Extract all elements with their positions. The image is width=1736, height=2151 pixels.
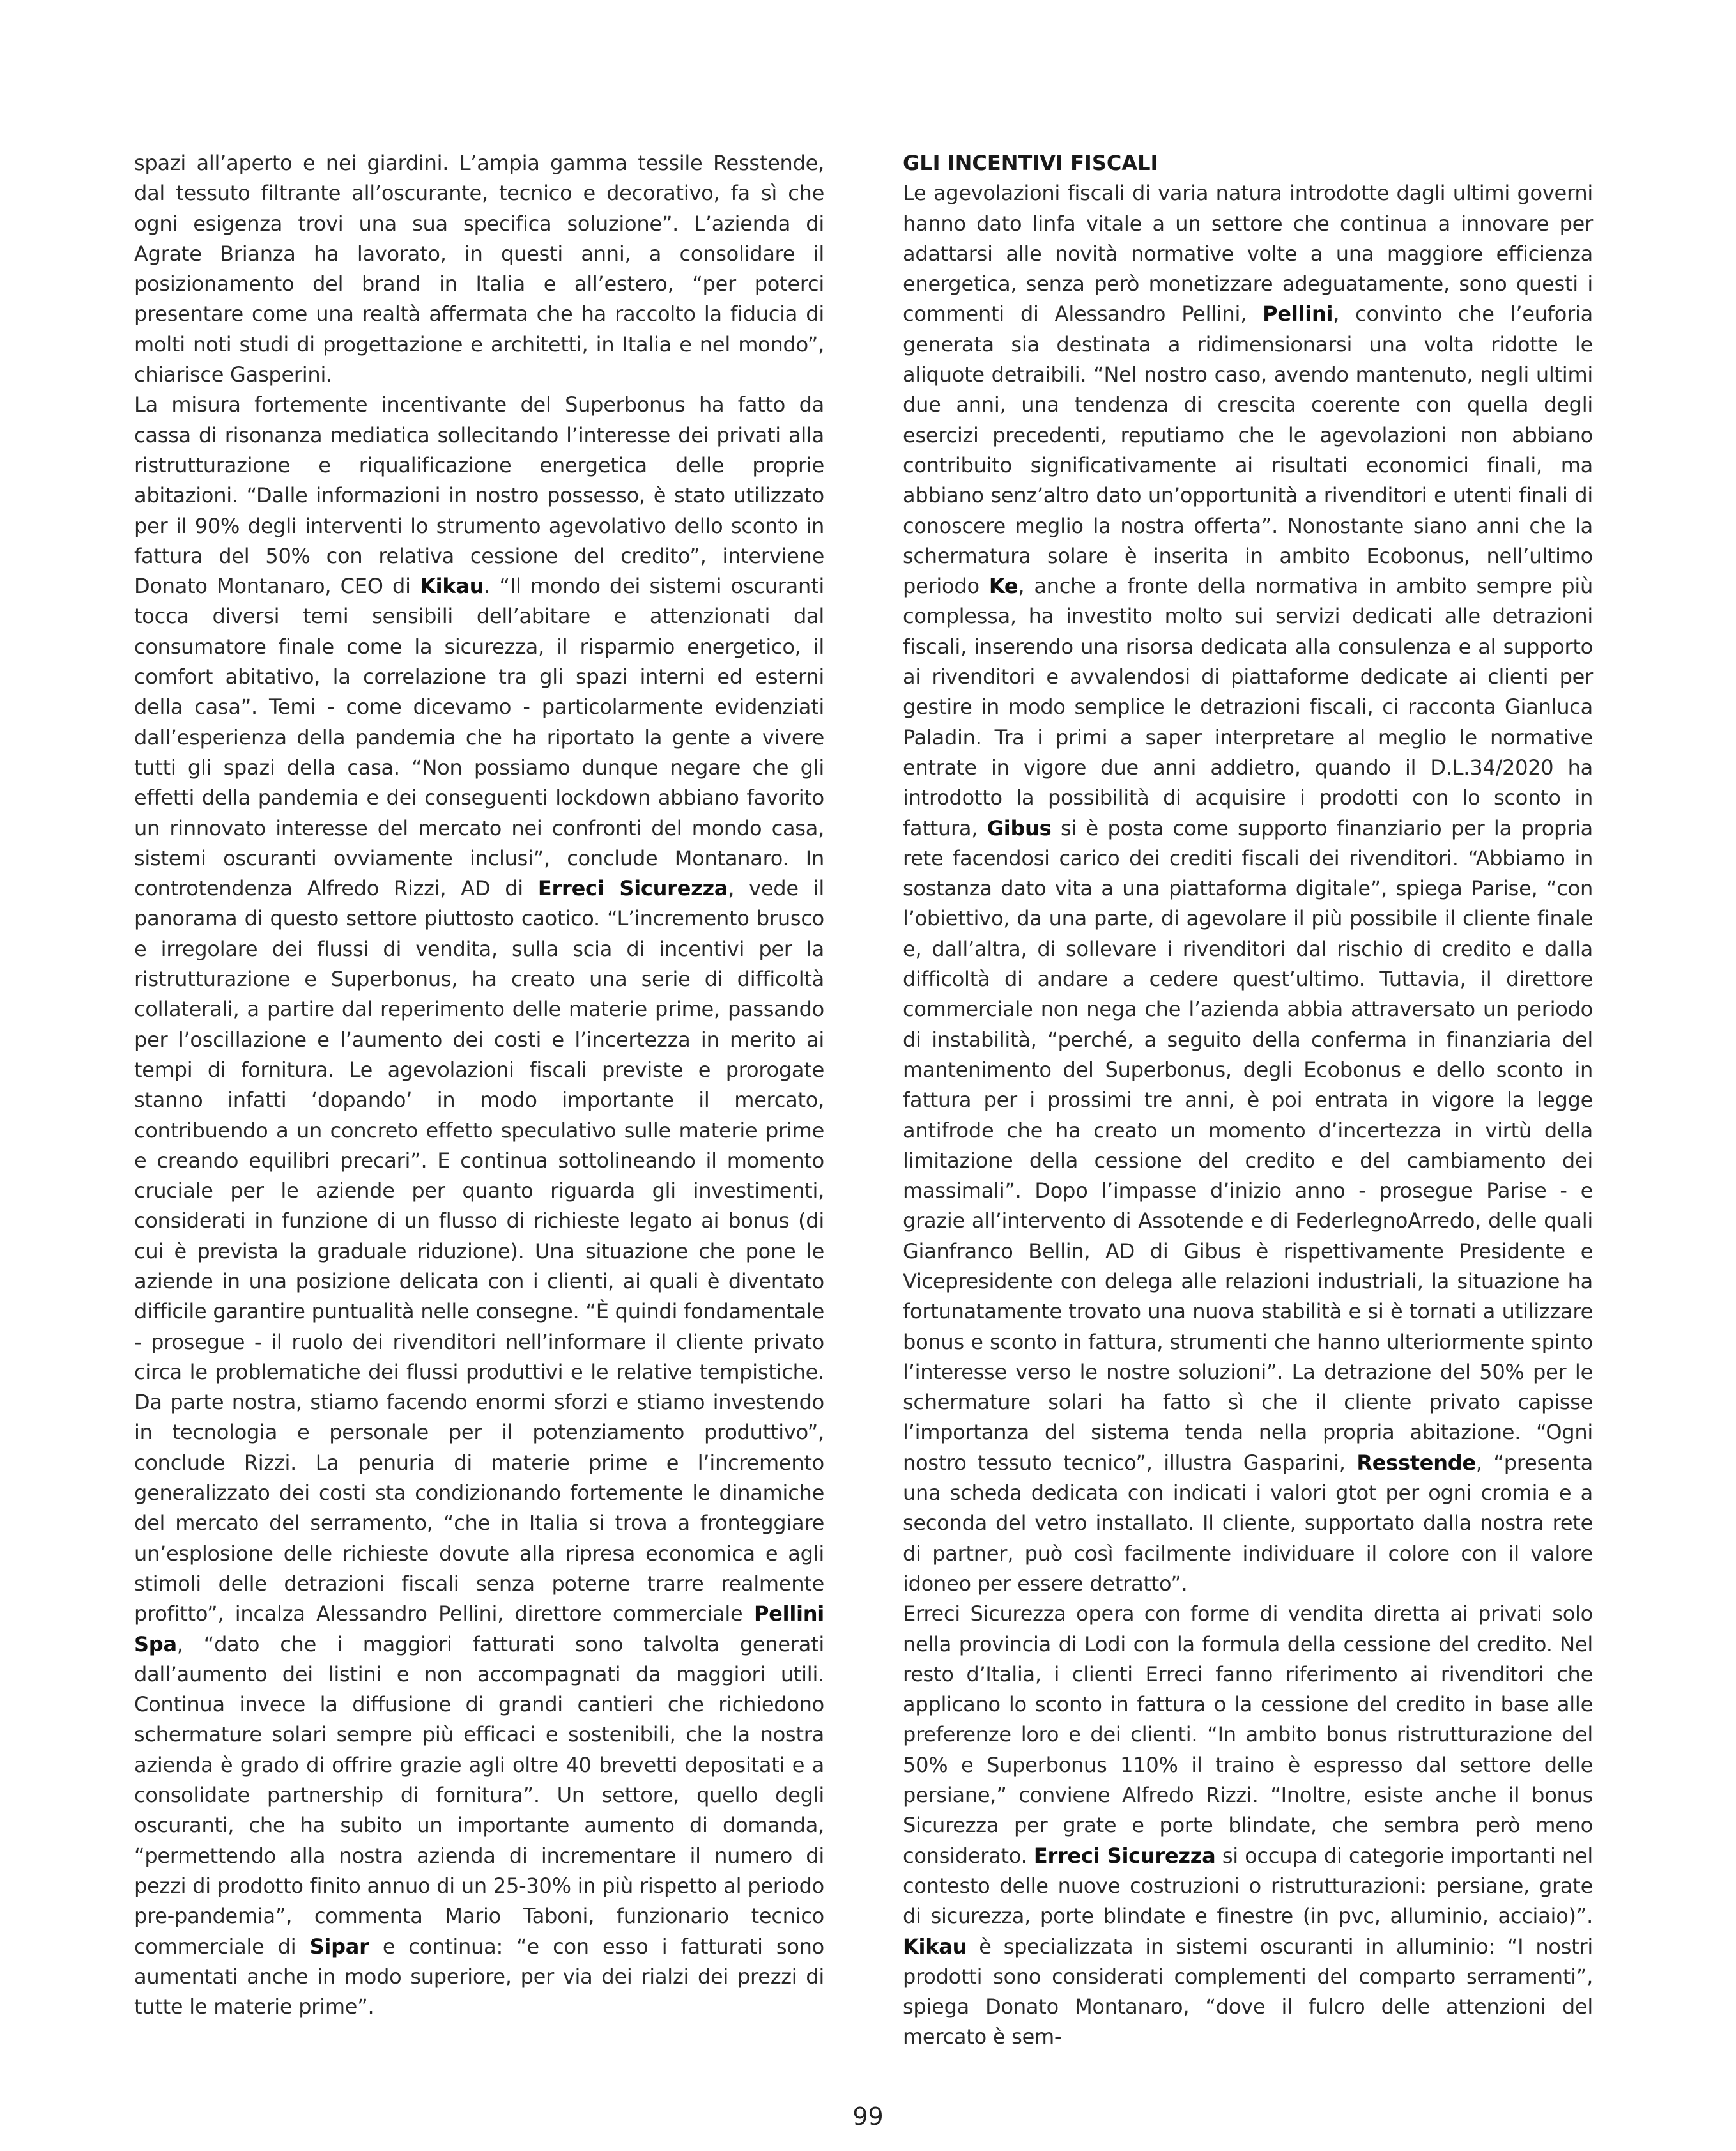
section-heading: GLI INCENTIVI FISCALI xyxy=(903,151,1158,175)
text-run: si è posta come supporto finanziario per la propria rete facendosi carico dei crediti fiscali dei rivenditori. “Abbiamo in sostanza dato vita a una piattaforma digitale”, spiega Parise, “con l’obiettivo, da una parte, di agevolare il più possibile il cliente finale e, dall’altra, di sollevare i rivenditori dal rischio di credito e dalla difficoltà di andare a cedere quest’ultimo. Tuttavia, il direttore commerciale non nega che l’azienda abbia attraversato un periodo di instabilità, “perché, a seguito della conferma in finanziaria del mantenimento del Superbonus, degli Ecobonus e dello sconto in fattura per i prossimi tre anni, è poi entrata in vigore la legge antifrode che ha creato un momento d’incertezza in virtù della limitazione della cessione del credito e del cambiamento dei massimali”. Dopo l’impasse d’inizio anno - prosegue Parise - e grazie all’intervento di Assotende e di FederlegnoArredo, delle quali Gianfranco Bellin, AD di Gibus è rispettivamente Presidente e Vicepresidente con delega alle relazioni industriali, la situazione ha fortunatamente trovato una nuova stabilità e si è tornati a utilizzare bonus e sconto in fattura, strumenti che hanno ulteriormente spinto l’interesse verso le nostre soluzioni”. La detrazione del 50% per le schermature solari ha fatto sì che il cliente privato capisse l’importanza del sistema tenda nella propria abitazione. “Ogni nostro tessuto tecnico”, illustra Gasparini, xyxy=(903,815,1594,1475)
text-run: , convinto che l’euforia generata sia destinata a ridimensionarsi una volta ridotte le aliquote detraibili. “Nel nostro caso, avendo mantenuto, negli ultimi due anni, una tendenza di crescita coerente con quella degli esercizi precedenti, reputiamo che le agevolazioni non abbiano contribuito significativamente ai risultati economici finali, ma abbiano senz’altro dato un’opportunità a rivenditori e utenti finali di conoscere meglio la nostra offerta”. Nonostante siano anni che la schermatura solare è inserita in ambito Ecobonus, nell’ultimo periodo xyxy=(903,302,1594,599)
text-run: , anche a fronte della normativa in ambito sempre più complessa, ha investito molto sui servizi dedicati alle detrazioni fiscali, inserendo una risorsa dedicata alla consulenza e al supporto ai rivenditori e avvalendosi di piattaforme dedicate ai clienti per gestire in modo semplice le detrazioni fiscali, ci racconta Gianluca Paladin. Tra i primi a saper interpretare al meglio le normative entrate in vigore due anni addietro, quando il D.L.34/2020 ha introdotto la possibilità di acquisire i prodotti con lo sconto in fattura, xyxy=(903,574,1594,840)
right-column-body xyxy=(903,178,1593,2052)
company-name: Pellini Spa xyxy=(134,1601,824,1656)
text-run: si occupa di categorie importanti nel contesto delle nuove costruzioni o ristrutturazioni: persiane, grate di sicurezza, porte blindate e finestre (in pvc, alluminio, acciaio)”. xyxy=(903,1843,1594,1929)
company-name: Pellini xyxy=(1263,302,1333,327)
company-name: Erreci Sicurezza xyxy=(537,876,728,901)
company-name: Sipar xyxy=(309,1934,369,1959)
text-run: e continua: “e con esso i fatturati sono aumentati anche in modo superiore, per via dei rialzi dei prezzi di tutte le materie prime”. xyxy=(134,1934,825,2019)
text-run: , “dato che i maggiori fatturati sono talvolta generati dall’aumento dei listini e non accompagnati da maggiori utili. Continua invece la diffusione di grandi cantieri che richiedono schermature solari sempre più efficaci e sostenibili, che la nostra azienda è grado di offrire grazie agli oltre 40 brevetti depositati e a consolidate partnership di fornitura”. Un settore, quello degli oscuranti, che ha subito un importante aumento di domanda, “permettendo alla nostra azienda di incrementare il numero di pezzi di prodotto finito annuo di un 25-30% in più rispetto al periodo pre-pandemia”, commenta Mario Taboni, funzionario tecnico commerciale di xyxy=(134,1631,824,1959)
company-name: Resstende xyxy=(1356,1450,1476,1475)
text-run: spazi all’aperto e nei giardini. L’ampia gamma tessile Resstende, dal tessuto filtrante all’oscurante, tecnico e decorativo, fa sì che ogni esigenza trovi una sua specifica soluzione”. L’azienda di Agrate Brianza ha lavorato, in questi anni, a consolidare il posizionamento del brand in Italia e all’estero, “per poterci presentare come una realtà affermata che ha raccolto la fiducia di molti noti studi di progettazione e architetti, in Italia e nel mondo”, chiarisce Gasperini. xyxy=(134,151,824,387)
paragraph xyxy=(903,1599,1593,2052)
text-run: è specializzata in sistemi oscuranti in alluminio: “I nostri prodotti sono considerati complementi del comparto serramenti”, spiega Donato Montanaro, “dove il fulcro delle attenzioni del mercato è sem- xyxy=(903,1934,1593,2049)
right-column xyxy=(903,148,1593,2053)
text-run: Le agevolazioni fiscali di varia natura introdotte dagli ultimi governi hanno dato linfa vitale a un settore che continua a innovare per adattarsi alle novità normative volte a una maggiore efficienza energetica, senza però monetizzare adeguatamente, sono questi i commenti di Alessandro Pellini, xyxy=(903,181,1593,327)
text-run: La misura fortemente incentivante del Superbonus ha fatto da cassa di risonanza mediatica sollecitando l’interesse dei privati alla ristrutturazione e riqualificazione energetica delle proprie abitazioni. “Dalle informazioni in nostro possesso, è stato utilizzato per il 90% degli interventi lo strumento agevolativo dello sconto in fattura del 50% con relativa cessione del credito”, interviene Donato Montanaro, CEO di xyxy=(134,392,824,599)
text-run: , “presenta una scheda dedicata con indicati i valori gtot per ogni cromia e a seconda del vetro installato. Il cliente, supportato dalla nostra rete di partner, può così facilmente individuare il colore con il valore idoneo per essere detratto”. xyxy=(903,1450,1594,1596)
paragraph xyxy=(903,178,1593,1599)
company-name: Kikau xyxy=(903,1934,967,1959)
company-name: Ke xyxy=(988,574,1018,599)
text-run: . “Il mondo dei sistemi oscuranti tocca diversi temi sensibili dell’abitare e attenzionati dal consumatore finale come la sicurezza, il risparmio energetico, il comfort abitativo, la correlazione tra gli spazi interni ed esterni della casa”. Temi - come dicevamo - particolarmente evidenziati dall’esperienza della pandemia che ha riportato la gente a vivere tutti gli spazi della casa. “Non possiamo dunque negare che gli effetti della pandemia e dei conseguenti lockdown abbiano favorito un rinnovato interesse del mercato nei confronti del mondo casa, sistemi oscuranti ovviamente inclusi”, conclude Montanaro. In controtendenza Alfredo Rizzi, AD di xyxy=(134,574,825,901)
paragraph xyxy=(134,148,824,390)
company-name: Gibus xyxy=(987,815,1052,840)
paragraph xyxy=(134,390,824,2022)
text-run: , vede il panorama di questo settore piuttosto caotico. “L’incremento brusco e irregolare dei flussi di vendita, sulla scia di incentivi per la ristrutturazione e Superbonus, ha creato una serie di difficoltà collaterali, a partire dal reperimento delle materie prime, passando per l’oscillazione e l’aumento dei costi e l’incertezza in merito ai tempi di fornitura. Le agevolazioni fiscali previste e prorogate stanno infatti ‘dopando’ in modo importante il mercato, contribuendo a un concreto effetto speculativo sulle materie prime e creando equilibri precari”. E continua sottolineando il momento cruciale per le aziende per quanto riguarda gli investimenti, considerati in funzione di un flusso di richieste legato ai bonus (di cui è prevista la graduale riduzione). Una situazione che pone le aziende in una posizione delicata con i clienti, ai quali è diventato difficile garantire puntualità nelle consegne. “È quindi fondamentale - prosegue - il ruolo dei rivenditori nell’informare il cliente privato circa le problematiche dei flussi produttivi e le relative tempistiche. Da parte nostra, stiamo facendo enormi sforzi e stiamo investendo in tecnologia e personale per il potenziamento produttivo”, conclude Rizzi. La penuria di materie prime e l’incremento generalizzato dei costi sta condizionando fortemente le dinamiche del mercato del serramento, “che in Italia si trova a fronteggiare un’esplosione delle richieste dovute alla ripresa economica e agli stimoli delle detrazioni fiscali senza poterne trarre realmente profitto”, incalza Alessandro Pellini, direttore commerciale xyxy=(134,876,825,1626)
page-number: 99 xyxy=(852,2102,884,2131)
company-name: Kikau xyxy=(420,574,484,599)
company-name: Erreci Sicurezza xyxy=(1033,1843,1216,1868)
text-run: Erreci Sicurezza opera con forme di vendita diretta ai privati solo nella provincia di Lodi con la formula della cessione del credito. Nel resto d’Italia, i clienti Erreci fanno riferimento ai rivenditori che applicano lo sconto in fattura o la cessione del credito in base alle preferenze loro e dei clienti. “In ambito bonus ristrutturazione del 50% e Superbonus 110% il traino è espresso dal settore delle persiane,” conviene Alfredo Rizzi. “Inoltre, esiste anche il bonus Sicurezza per grate e porte blindate, che sembra però meno considerato. xyxy=(903,1601,1593,1868)
left-column xyxy=(134,148,824,2022)
